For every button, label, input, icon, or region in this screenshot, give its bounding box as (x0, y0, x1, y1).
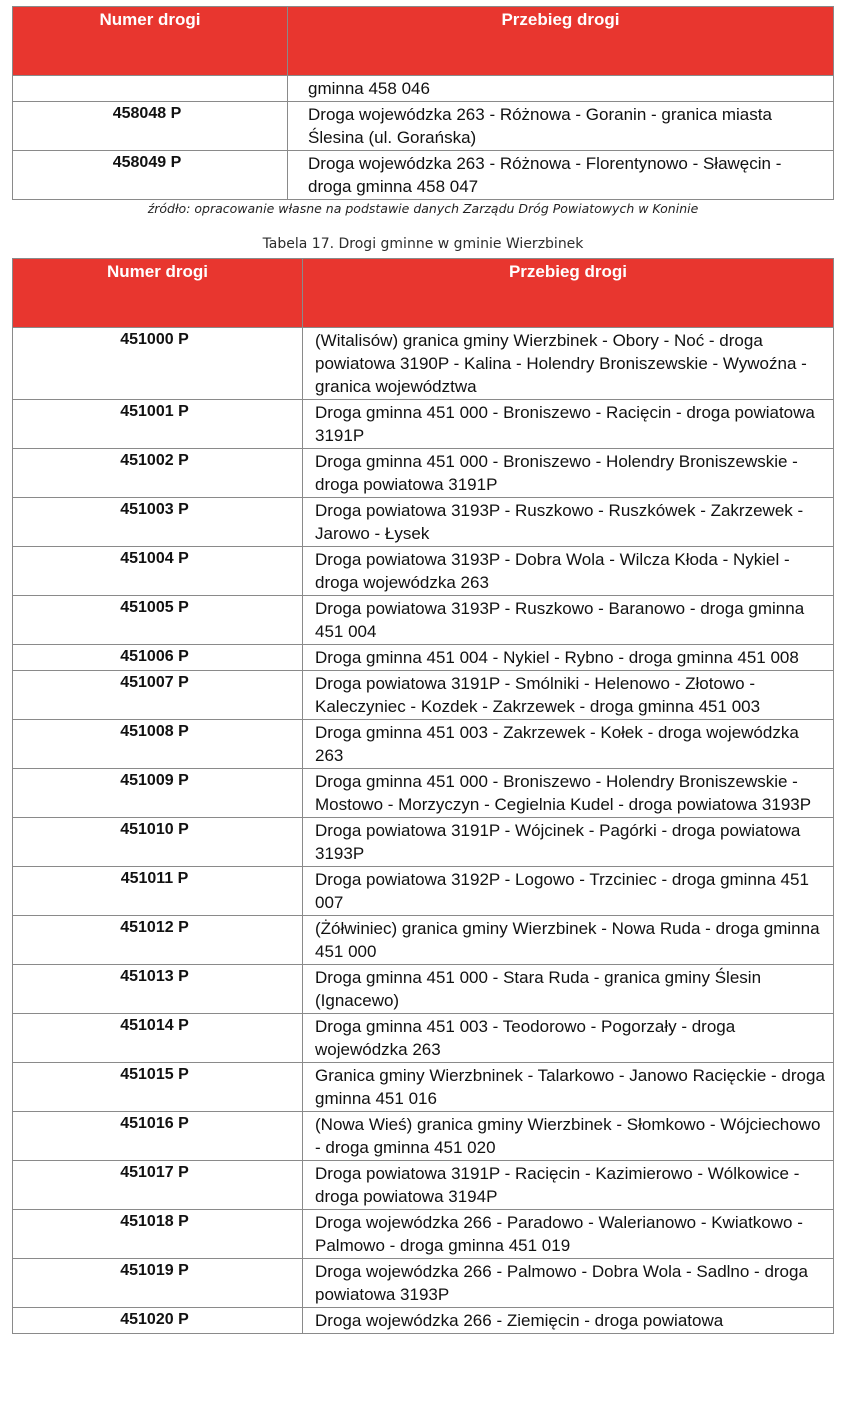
table-row (13, 916, 834, 965)
road-route-cell: Droga wojewódzka 263 - Różnowa - Goranin - granica miasta Ślesina (ul. Gorańska) (288, 102, 834, 151)
source-note: źródło: opracowanie własne na podstawie danych Zarządu Dróg Powiatowych w Koninie (147, 201, 699, 216)
road-number-cell: 451008 P (13, 720, 303, 769)
table-body (13, 328, 834, 1334)
road-number-cell: 451005 P (13, 596, 303, 645)
table-row (13, 76, 834, 102)
table-row (13, 1063, 834, 1112)
header-road-number: Numer drogi (13, 7, 288, 76)
road-route-cell: Droga powiatowa 3192P - Logowo - Trzciniec - droga gminna 451 007 (303, 867, 834, 916)
road-number-cell: 451016 P (13, 1112, 303, 1161)
municipal-roads-table (12, 258, 834, 1334)
table-row (13, 1210, 834, 1259)
road-number-cell: 451020 P (13, 1308, 303, 1334)
table-row (13, 547, 834, 596)
road-route-cell: (Żółwiniec) granica gminy Wierzbinek - Nowa Ruda - droga gminna 451 000 (303, 916, 834, 965)
road-route-cell: Droga wojewódzka 263 - Różnowa - Florentynowo - Sławęcin - droga gminna 458 047 (288, 151, 834, 200)
road-route-cell: Droga gminna 451 003 - Zakrzewek - Kołek - droga wojewódzka 263 (303, 720, 834, 769)
road-route-cell: Droga gminna 451 000 - Stara Ruda - granica gminy Ślesin (Ignacewo) (303, 965, 834, 1014)
road-number-cell: 451018 P (13, 1210, 303, 1259)
table-row (13, 400, 834, 449)
road-number-cell: 451000 P (13, 328, 303, 400)
road-number-cell: 451013 P (13, 965, 303, 1014)
table-row (13, 102, 834, 151)
road-route-cell: Droga powiatowa 3193P - Ruszkowo - Ruszkówek - Zakrzewek - Jarowo - Łysek (303, 498, 834, 547)
table-row (13, 151, 834, 200)
table-row (13, 449, 834, 498)
road-number-cell: 451001 P (13, 400, 303, 449)
table-row (13, 645, 834, 671)
table-row (13, 1014, 834, 1063)
road-route-cell: Droga powiatowa 3191P - Wójcinek - Pagórki - droga powiatowa 3193P (303, 818, 834, 867)
road-number-cell: 451011 P (13, 867, 303, 916)
table-row (13, 498, 834, 547)
road-route-cell: Droga gminna 451 004 - Nykiel - Rybno - droga gminna 451 008 (303, 645, 834, 671)
table-row (13, 867, 834, 916)
road-number-cell: 451017 P (13, 1161, 303, 1210)
road-route-cell: Droga powiatowa 3193P - Ruszkowo - Baranowo - droga gminna 451 004 (303, 596, 834, 645)
road-number-cell: 458049 P (13, 151, 288, 200)
road-number-cell: 451009 P (13, 769, 303, 818)
road-number-cell: 451006 P (13, 645, 303, 671)
header-road-route: Przebieg drogi (303, 259, 834, 328)
road-route-cell: Droga powiatowa 3191P - Smólniki - Helenowo - Złotowo - Kaleczyniec - Kozdek - Zakrzewek - droga gminna 451 003 (303, 671, 834, 720)
table-row (13, 1259, 834, 1308)
road-route-cell: Droga powiatowa 3191P - Racięcin - Kazimierowo - Wólkowice - droga powiatowa 3194P (303, 1161, 834, 1210)
road-number-cell: 451003 P (13, 498, 303, 547)
road-route-cell: Droga gminna 451 000 - Broniszewo - Holendry Broniszewskie - droga powiatowa 3191P (303, 449, 834, 498)
header-road-number: Numer drogi (13, 259, 303, 328)
table-row (13, 328, 834, 400)
road-route-cell: Droga wojewódzka 266 - Ziemięcin - droga powiatowa (303, 1308, 834, 1334)
road-number-cell: 451007 P (13, 671, 303, 720)
road-number-cell: 451012 P (13, 916, 303, 965)
road-number-cell: 451010 P (13, 818, 303, 867)
road-number-cell: 451019 P (13, 1259, 303, 1308)
header-road-route: Przebieg drogi (288, 7, 834, 76)
road-route-cell: (Witalisów) granica gminy Wierzbinek - Obory - Noć - droga powiatowa 3190P - Kalina - Holendry Broniszewskie - Wywoźna - granica województwa (303, 328, 834, 400)
road-route-cell: (Nowa Wieś) granica gminy Wierzbinek - Słomkowo - Wójciechowo - droga gminna 451 020 (303, 1112, 834, 1161)
road-route-cell: Droga powiatowa 3193P - Dobra Wola - Wilcza Kłoda - Nykiel - droga wojewódzka 263 (303, 547, 834, 596)
table-row (13, 596, 834, 645)
table-row (13, 818, 834, 867)
table-header-row (13, 7, 834, 76)
table-row (13, 1308, 834, 1334)
table-row (13, 1161, 834, 1210)
table-caption: Tabela 17. Drogi gminne w gminie Wierzbinek (262, 236, 584, 252)
road-number-cell: 451015 P (13, 1063, 303, 1112)
road-number-cell (13, 76, 288, 102)
road-route-cell: Droga gminna 451 003 - Teodorowo - Pogorzały - droga wojewódzka 263 (303, 1014, 834, 1063)
road-route-cell: Droga gminna 451 000 - Broniszewo - Racięcin - droga powiatowa 3191P (303, 400, 834, 449)
table-row (13, 671, 834, 720)
road-route-cell: Droga wojewódzka 266 - Paradowo - Walerianowo - Kwiatkowo - Palmowo - droga gminna 451 019 (303, 1210, 834, 1259)
table-row (13, 1112, 834, 1161)
road-route-cell: Droga gminna 451 000 - Broniszewo - Holendry Broniszewskie - Mostowo - Morzyczyn - Cegielnia Kudel - droga powiatowa 3193P (303, 769, 834, 818)
roads-table-continued (12, 6, 834, 200)
road-number-cell: 451004 P (13, 547, 303, 596)
road-number-cell: 451014 P (13, 1014, 303, 1063)
road-number-cell: 458048 P (13, 102, 288, 151)
table-row (13, 965, 834, 1014)
road-route-cell: Droga wojewódzka 266 - Palmowo - Dobra Wola - Sadlno - droga powiatowa 3193P (303, 1259, 834, 1308)
road-route-cell: gminna 458 046 (288, 76, 834, 102)
road-number-cell: 451002 P (13, 449, 303, 498)
table-row (13, 720, 834, 769)
road-route-cell: Granica gminy Wierzbninek - Talarkowo - Janowo Racięckie - droga gminna 451 016 (303, 1063, 834, 1112)
table-header-row (13, 259, 834, 328)
table-row (13, 769, 834, 818)
